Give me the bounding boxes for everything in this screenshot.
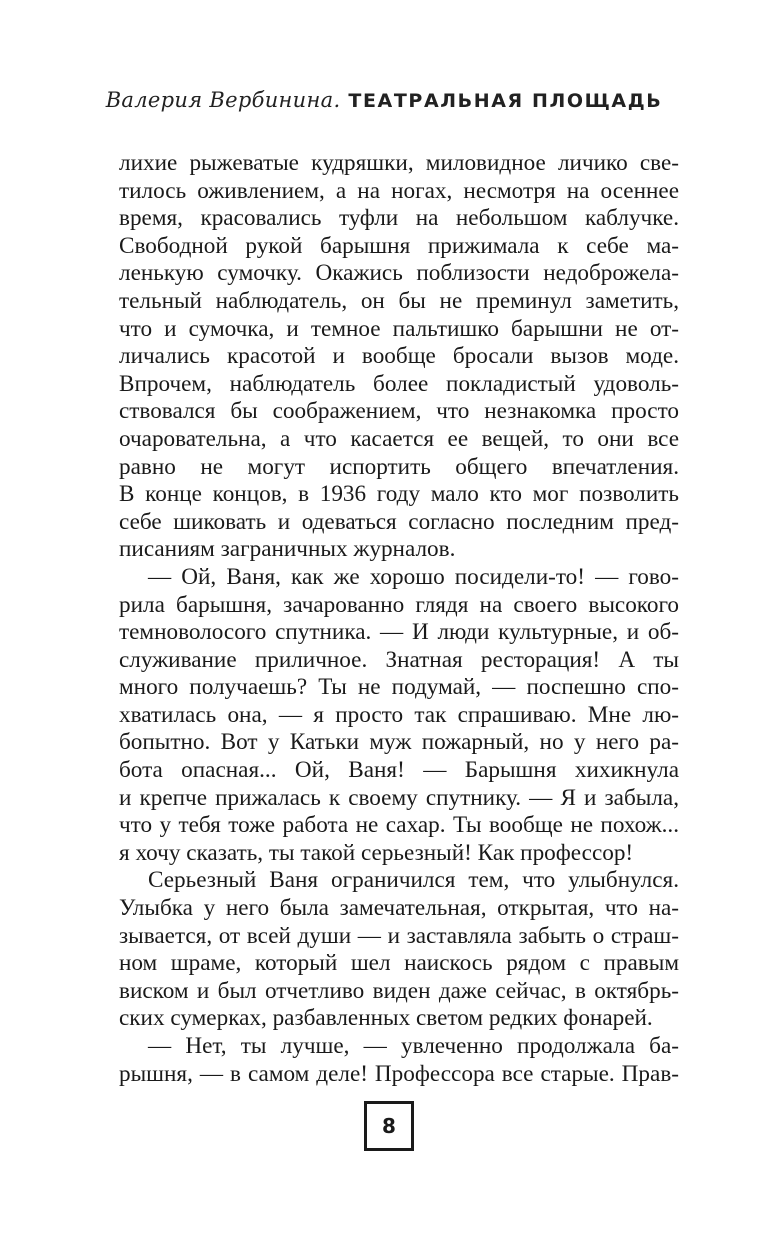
- text-line: виском и был отчетливо виден даже сейчас, в октябрь-: [119, 977, 679, 1004]
- text-line: много получаешь? Ты не подумай, — поспешно спо-: [119, 674, 679, 701]
- text-line: служивание приличное. Знатная ресторация! А ты: [119, 646, 679, 673]
- text-line: тилось оживлением, а на ногах, несмотря на осеннее: [119, 177, 679, 204]
- text-line: очаровательна, а что касается ее вещей, то они все: [119, 425, 679, 452]
- text-line: равно не могут испортить общего впечатления.: [119, 453, 679, 480]
- book-title: ТЕАТРАЛЬНАЯ ПЛОЩАДЬ: [348, 90, 663, 112]
- text-line: себе шиковать и одеваться согласно последним пред-: [119, 508, 679, 535]
- text-line: бопытно. Вот у Катьки муж пожарный, но у него ра-: [119, 729, 679, 756]
- text-line: время, красовались туфли на небольшом каблучке.: [119, 205, 679, 232]
- text-line: что и сумочка, и темное пальтишко барышни не от-: [119, 315, 679, 342]
- text-line: — Нет, ты лучше, — увлеченно продолжала ба-: [148, 1033, 679, 1059]
- text-line: В конце концов, в 1936 году мало кто мог позволить: [119, 481, 679, 508]
- page-number: 8: [364, 1101, 414, 1151]
- text-line: писаниям заграничных журналов.: [119, 536, 456, 563]
- text-line: лихие рыжеватые кудряшки, миловидное личико све-: [119, 150, 679, 176]
- text-line: зывается, от всей души — и заставляла забыть о страш-: [119, 922, 679, 949]
- text-line: личались красотой и вообще бросали вызов моде.: [119, 343, 679, 370]
- text-line: ном шраме, который шел наискось рядом с правым: [119, 950, 679, 977]
- text-line: ленькую сумочку. Окажись поблизости недоброжела-: [119, 260, 679, 287]
- body-text: [119, 150, 679, 1088]
- text-line: темноволосого спутника. — И люди культурные, и об-: [119, 619, 679, 646]
- text-line: Улыбка у него была замечательная, открытая, что на-: [119, 895, 679, 922]
- text-line: и крепче прижалась к своему спутнику. — Я и забыла,: [119, 784, 679, 811]
- text-line: бота опасная... Ой, Ваня! — Барышня хихикнула: [119, 757, 679, 784]
- text-line: тельный наблюдатель, он бы не преминул заметить,: [119, 287, 679, 314]
- author-name: Валерия Вербинина.: [105, 88, 341, 112]
- text-line: рышня, — в самом деле! Профессора все старые. Прав-: [119, 1060, 679, 1087]
- text-line: Свободной рукой барышня прижимала к себе ма-: [119, 232, 679, 259]
- text-line: ствовался бы соображением, что незнакомка просто: [119, 398, 679, 425]
- text-line: ских сумерках, разбавленных светом редких фонарей.: [119, 1005, 653, 1032]
- text-line: что у тебя тоже работа не сахар. Ты вообще не похож...: [119, 812, 679, 839]
- text-line: Серьезный Ваня ограничился тем, что улыбнулся.: [148, 867, 679, 894]
- running-header: [0, 88, 768, 112]
- text-line: Впрочем, наблюдатель более покладистый удоволь-: [119, 370, 679, 397]
- text-line: я хочу сказать, ты такой серьезный! Как профессор!: [119, 839, 634, 866]
- text-line: рила барышня, зачарованно глядя на своего высокого: [119, 591, 679, 618]
- text-line: хватилась она, — я просто так спрашиваю. Мне лю-: [119, 701, 679, 728]
- text-line: — Ой, Ваня, как же хорошо посидели-то! — гово-: [148, 563, 679, 590]
